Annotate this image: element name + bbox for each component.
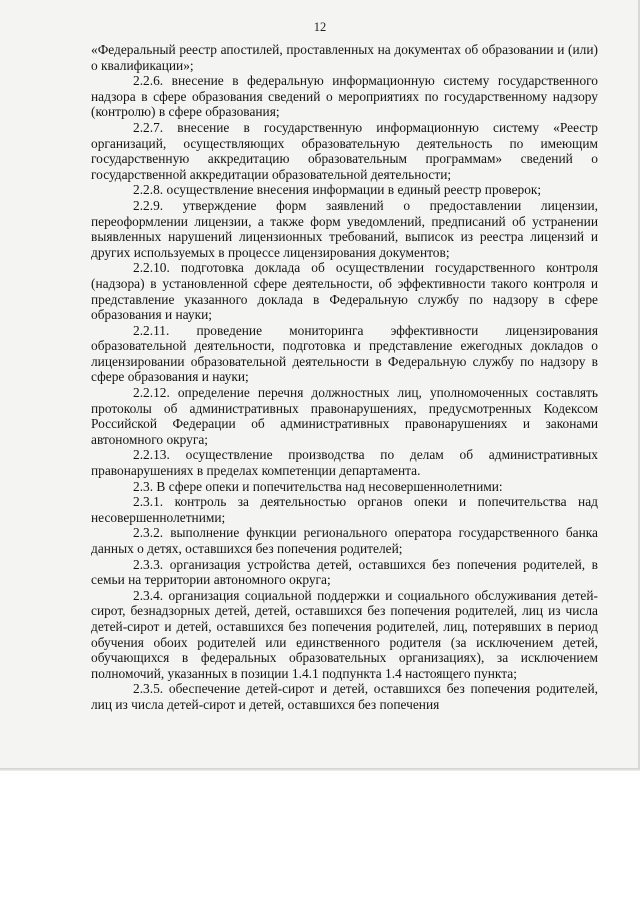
page-number: 12 bbox=[313, 20, 327, 34]
paragraph: 2.2.13. осуществление производства по делам об административных правонарушениях в пределах компетенции департамента. bbox=[91, 447, 598, 479]
paragraph: 2.2.8. осуществление внесения информации в единый реестр проверок; bbox=[133, 182, 542, 198]
paragraph: 2.2.10. подготовка доклада об осуществлении государственного контроля (надзора) в установленной сфере деятельности, об эффективности такого контроля и представление указанного доклада в Федеральную службу по надзору в сфере образования и науки; bbox=[91, 260, 598, 323]
paragraph: 2.3.4. организация социальной поддержки и социального обслуживания детей-сирот, безнадзорных детей, детей, оставшихся без попечения родителей, лиц из числа детей-сирот и детей, оставшихся без попечения родителей, лиц, потерявших в период обучения обоих родителей или единственного родителя (за исключением детей, обучающихся в федеральных образовательных организациях), за исключением полномочий, указанных в позиции 1.4.1 подпункта 1.4 настоящего пункта; bbox=[91, 587, 598, 681]
paragraph: 2.2.9. утверждение форм заявлений о предоставлении лицензии, переоформлении лицензии, а также форм уведомлений, предписаний об устранении выявленных нарушений лицензионных требований, выписок из реестра лицензий и других используемых в процессе лицензирования документов; bbox=[91, 197, 598, 260]
paragraph: 2.2.12. определение перечня должностных лиц, уполномоченных составлять протоколы об административных правонарушениях, предусмотренных Кодексом Российской Федерации об административных правонарушениях и законами автономного округа; bbox=[91, 385, 598, 447]
paragraph: 2.2.6. внесение в федеральную информационную систему государственного надзора в сфере образования сведений о мероприятиях по государственному надзору (контролю) в сфере образования; bbox=[91, 73, 598, 120]
paragraph: 2.3.1. контроль за деятельностью органов опеки и попечительства над несовершеннолетними; bbox=[91, 494, 598, 525]
paragraph: 2.2.7. внесение в государственную информационную систему «Реестр организаций, осуществляющих образовательную деятельность по имеющим государственную аккредитацию образовательным программам» сведений о государственной аккредитации образовательной деятельности; bbox=[91, 119, 598, 182]
paragraph: «Федеральный реестр апостилей, проставленных на документах об образовании и (или) о квалификации»; bbox=[91, 42, 598, 73]
document-body bbox=[91, 42, 598, 713]
paragraph: 2.3. В сфере опеки и попечительства над несовершеннолетними: bbox=[133, 478, 503, 494]
paragraph: 2.3.5. обеспечение детей-сирот и детей, оставшихся без попечения родителей, лиц из числа детей-сирот и детей, оставшихся без попечения bbox=[91, 681, 598, 712]
paragraph: 2.2.11. проведение мониторинга эффективности лицензирования образовательной деятельности, подготовка и представление ежегодных докладов о лицензировании образовательной деятельности в Федеральную службу по надзору в сфере образования и науки; bbox=[91, 322, 598, 385]
scan-edge-divider bbox=[0, 768, 640, 771]
paragraph: 2.3.2. выполнение функции регионального оператора государственного банка данных о детях, оставшихся без попечения родителей; bbox=[91, 525, 598, 556]
paragraph: 2.3.3. организация устройства детей, оставшихся без попечения родителей, в семьи на территории автономного округа; bbox=[91, 556, 598, 588]
